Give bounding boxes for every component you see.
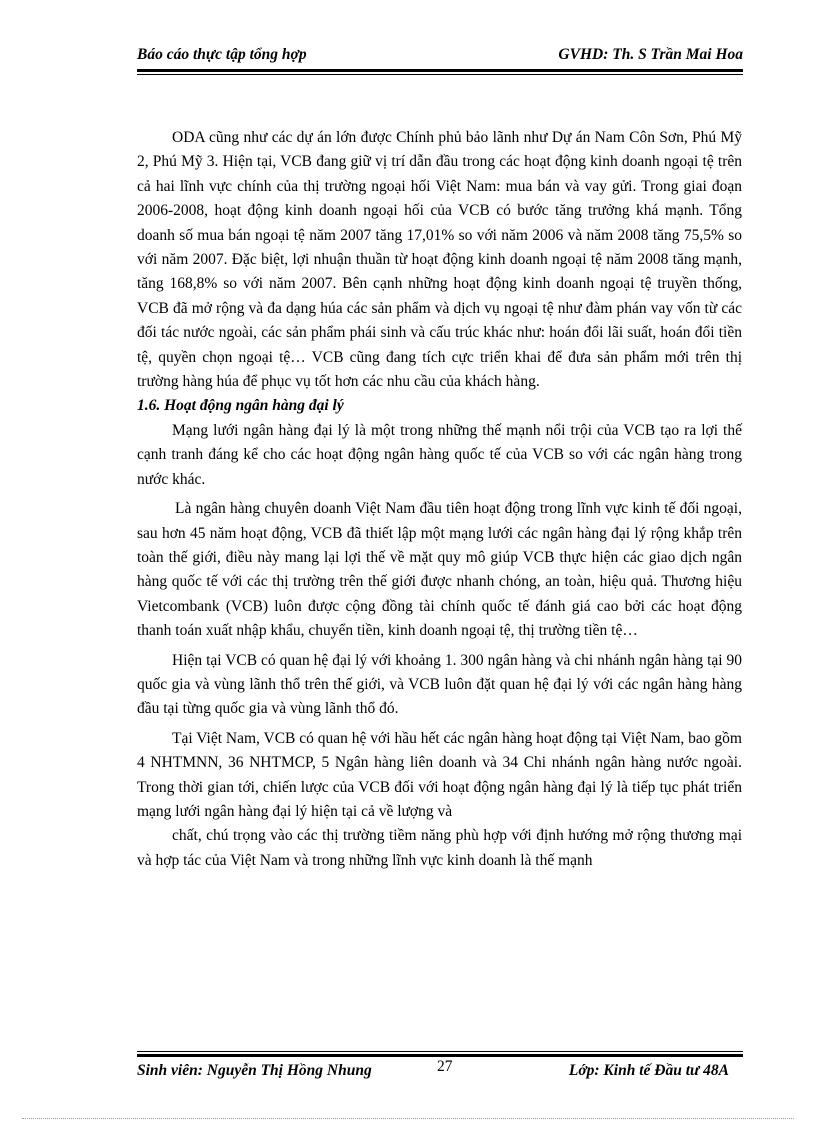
page-body [137,126,742,873]
footer-rule-thick [137,1054,743,1057]
footer-rule-thin [137,1051,743,1052]
page-bottom-dotted-border [22,1118,794,1119]
header-rule-thick [137,69,743,72]
header-supervisor: GVHD: Th. S Trần Mai Hoa [558,46,743,63]
header-rule-thin [137,74,743,75]
footer-student-name: Sinh viên: Nguyễn Thị Hồng Nhung [137,1062,372,1079]
paragraph-strategy-continued: chất, chú trọng vào các thị trường tiềm năng phù hợp với định hướng mở rộng thương mại và hợp tác của Việt Nam và trong những lĩnh vực kinh doanh là thế mạnh [137,827,742,869]
header-report-title: Báo cáo thực tập tổng hợp [137,46,307,63]
page-number: 27 [437,1058,453,1075]
paragraph-forex: ODA cũng như các dự án lớn được Chính phủ bảo lãnh như Dự án Nam Côn Sơn, Phú Mỹ 2, Phú Mỹ 3. Hiện tại, VCB đang giữ vị trí dẫn đầu trong các hoạt động kinh doanh ngoại tệ trên cả hai lĩnh vực chính của thị trường ngoại hối Việt Nam: mua bán và vay gửi. Trong giai đoạn 2006-2008, hoạt động kinh doanh ngoại hối của VCB có bước tăng trưởng khá mạnh. Tổng doanh số mua bán ngoại tệ năm 2007 tăng 17,01% so với năm 2006 và năm 2008 tăng 75,5% so với năm 2007. Đặc biệt, lợi nhuận thuần từ hoạt động kinh doanh ngoại tệ năm 2008 tăng mạnh, tăng 168,8% so với năm 2007. Bên cạnh những hoạt động kinh doanh ngoại tệ truyền thống, VCB đã mở rộng và đa dạng húa các sản phẩm và dịch vụ ngoại tệ như đàm phán vay vốn từ các đối tác nước ngoài, các sản phẩm phái sinh và cấu trúc khác như: hoán đổi lãi suất, hoán đổi tiền tệ, quyền chọn ngoại tệ… VCB cũng đang tích cực triển khai để đưa sản phẩm mới trên thị trường hàng húa để phục vụ tốt hơn các nhu cầu của khách hàng. [137,129,742,391]
page-footer [137,1058,743,1084]
paragraph-domestic-relations: Tại Việt Nam, VCB có quan hệ với hầu hết các ngân hàng hoạt động tại Việt Nam, bao gồm 4 NHTMNN, 36 NHTMCP, 5 Ngân hàng liên doanh và 34 Chi nhánh ngân hàng nước ngoài. Trong thời gian tới, chiến lược của VCB đối với hoạt động ngân hàng đại lý là tiếp tục phát triển mạng lưới ngân hàng đại lý hiện tại cả về lượng và [137,729,742,820]
footer-class: Lớp: Kinh tế Đầu tư 48A [568,1062,729,1079]
page-header [137,44,743,68]
paragraph-vcb-history: Là ngân hàng chuyên doanh Việt Nam đầu tiên hoạt động trong lĩnh vực kinh tế đối ngoại, sau hơn 45 năm hoạt động, VCB đã thiết lập một mạng lưới các ngân hàng đại lý rộng khắp trên toàn thế giới, điều này mang lại lợi thế về mặt quy mô giúp VCB thực hiện các giao dịch ngân hàng quốc tế với các thị trường trên thế giới được nhanh chóng, an toàn, hiệu quả. Thương hiệu Vietcombank (VCB) luôn được cộng đồng tài chính quốc tế đánh giá cao bởi các hoạt động thanh toán xuất nhập khẩu, chuyển tiền, kinh doanh ngoại tệ, thị trường tiền tệ… [137,500,742,640]
paragraph-correspondent-network: Mạng lưới ngân hàng đại lý là một trong những thế mạnh nổi trội của VCB tạo ra lợi thế cạnh tranh đáng kể cho các hoạt động ngân hàng quốc tế của VCB so với các ngân hàng trong nước khác. [137,421,742,488]
section-heading: 1.6. Hoạt động ngân hàng đại lý [137,397,344,415]
paragraph-correspondent-count: Hiện tại VCB có quan hệ đại lý với khoảng 1. 300 ngân hàng và chi nhánh ngân hàng tại 90 quốc gia và vùng lãnh thổ trên thế giới, và VCB luôn đặt quan hệ đại lý với các ngân hàng hàng đầu tại từng quốc gia và vùng lãnh thổ đó. [137,651,742,718]
